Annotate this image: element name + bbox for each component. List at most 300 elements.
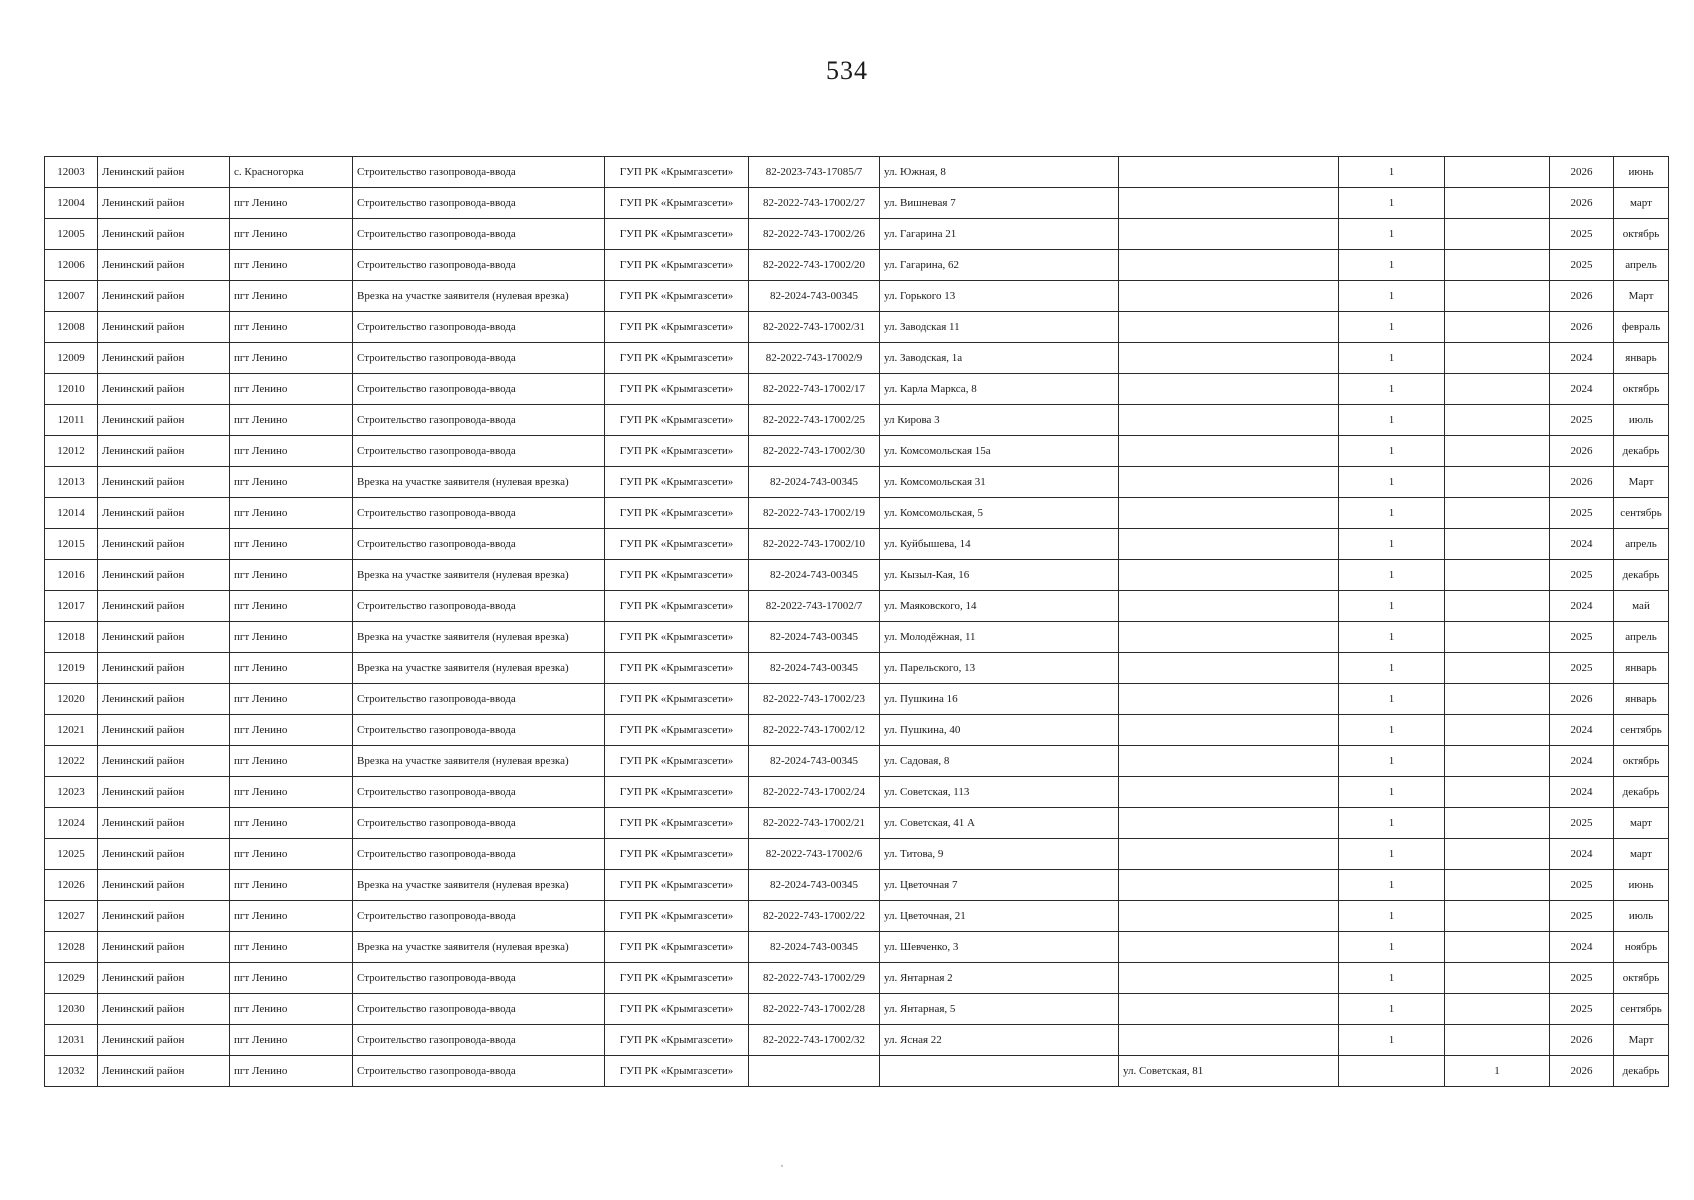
address-alt-cell (1119, 467, 1339, 498)
organization-cell: ГУП РК «Крымгазсети» (605, 467, 749, 498)
quantity-alt-cell (1445, 715, 1550, 746)
locality-cell: пгт Ленино (230, 715, 353, 746)
row-number-cell: 12004 (45, 188, 98, 219)
year-cell: 2026 (1550, 281, 1614, 312)
row-number-cell: 12026 (45, 870, 98, 901)
table-row (45, 436, 1669, 467)
quantity-alt-cell (1445, 529, 1550, 560)
address-cell: ул. Вишневая 7 (880, 188, 1119, 219)
address-alt-cell (1119, 188, 1339, 219)
quantity-alt-cell (1445, 994, 1550, 1025)
quantity-cell (1339, 1056, 1445, 1087)
table-row (45, 498, 1669, 529)
address-cell: ул. Гагарина 21 (880, 219, 1119, 250)
table-row (45, 157, 1669, 188)
quantity-alt-cell (1445, 560, 1550, 591)
quantity-cell: 1 (1339, 188, 1445, 219)
month-cell: апрель (1614, 250, 1669, 281)
work-type-cell: Строительство газопровода-ввода (353, 157, 605, 188)
locality-cell: пгт Ленино (230, 591, 353, 622)
address-alt-cell (1119, 839, 1339, 870)
quantity-cell: 1 (1339, 560, 1445, 591)
district-cell: Ленинский район (98, 746, 230, 777)
address-cell: ул. Садовая, 8 (880, 746, 1119, 777)
work-type-cell: Строительство газопровода-ввода (353, 777, 605, 808)
organization-cell: ГУП РК «Крымгазсети» (605, 591, 749, 622)
contract-number-cell: 82-2022-743-17002/23 (749, 684, 880, 715)
district-cell: Ленинский район (98, 1056, 230, 1087)
district-cell: Ленинский район (98, 901, 230, 932)
table-row (45, 994, 1669, 1025)
year-cell: 2024 (1550, 932, 1614, 963)
table-row (45, 808, 1669, 839)
address-cell: ул. Комсомольская, 5 (880, 498, 1119, 529)
district-cell: Ленинский район (98, 560, 230, 591)
work-type-cell: Строительство газопровода-ввода (353, 963, 605, 994)
quantity-alt-cell (1445, 498, 1550, 529)
year-cell: 2026 (1550, 1056, 1614, 1087)
address-alt-cell (1119, 219, 1339, 250)
quantity-cell: 1 (1339, 684, 1445, 715)
work-type-cell: Строительство газопровода-ввода (353, 1056, 605, 1087)
row-number-cell: 12017 (45, 591, 98, 622)
district-cell: Ленинский район (98, 870, 230, 901)
row-number-cell: 12024 (45, 808, 98, 839)
district-cell: Ленинский район (98, 684, 230, 715)
quantity-alt-cell (1445, 281, 1550, 312)
year-cell: 2024 (1550, 343, 1614, 374)
address-alt-cell (1119, 281, 1339, 312)
table-row (45, 746, 1669, 777)
contract-number-cell: 82-2022-743-17002/32 (749, 1025, 880, 1056)
year-cell: 2026 (1550, 312, 1614, 343)
address-alt-cell (1119, 560, 1339, 591)
quantity-alt-cell (1445, 405, 1550, 436)
quantity-cell: 1 (1339, 591, 1445, 622)
address-alt-cell (1119, 157, 1339, 188)
address-cell: ул. Гагарина, 62 (880, 250, 1119, 281)
row-number-cell: 12023 (45, 777, 98, 808)
quantity-alt-cell (1445, 684, 1550, 715)
address-cell: ул. Южная, 8 (880, 157, 1119, 188)
address-cell (880, 1056, 1119, 1087)
district-cell: Ленинский район (98, 653, 230, 684)
quantity-alt-cell (1445, 436, 1550, 467)
month-cell: декабрь (1614, 1056, 1669, 1087)
locality-cell: пгт Ленино (230, 653, 353, 684)
year-cell: 2024 (1550, 777, 1614, 808)
work-type-cell: Врезка на участке заявителя (нулевая врезка) (353, 560, 605, 591)
organization-cell: ГУП РК «Крымгазсети» (605, 715, 749, 746)
year-cell: 2025 (1550, 994, 1614, 1025)
locality-cell: пгт Ленино (230, 560, 353, 591)
table-row (45, 312, 1669, 343)
contract-number-cell: 82-2024-743-00345 (749, 467, 880, 498)
work-type-cell: Строительство газопровода-ввода (353, 901, 605, 932)
address-alt-cell (1119, 808, 1339, 839)
locality-cell: пгт Ленино (230, 994, 353, 1025)
work-type-cell: Строительство газопровода-ввода (353, 188, 605, 219)
quantity-cell: 1 (1339, 1025, 1445, 1056)
organization-cell: ГУП РК «Крымгазсети» (605, 901, 749, 932)
row-number-cell: 12011 (45, 405, 98, 436)
month-cell: декабрь (1614, 560, 1669, 591)
quantity-cell: 1 (1339, 653, 1445, 684)
work-type-cell: Врезка на участке заявителя (нулевая врезка) (353, 467, 605, 498)
locality-cell: пгт Ленино (230, 188, 353, 219)
locality-cell: пгт Ленино (230, 281, 353, 312)
year-cell: 2026 (1550, 436, 1614, 467)
table-row (45, 653, 1669, 684)
quantity-alt-cell (1445, 622, 1550, 653)
month-cell: ноябрь (1614, 932, 1669, 963)
contract-number-cell: 82-2022-743-17002/27 (749, 188, 880, 219)
district-cell: Ленинский район (98, 343, 230, 374)
locality-cell: пгт Ленино (230, 250, 353, 281)
row-number-cell: 12003 (45, 157, 98, 188)
contract-number-cell: 82-2022-743-17002/22 (749, 901, 880, 932)
district-cell: Ленинский район (98, 374, 230, 405)
locality-cell: пгт Ленино (230, 498, 353, 529)
address-alt-cell (1119, 312, 1339, 343)
locality-cell: пгт Ленино (230, 405, 353, 436)
district-cell: Ленинский район (98, 281, 230, 312)
table-row (45, 405, 1669, 436)
contract-number-cell: 82-2024-743-00345 (749, 653, 880, 684)
locality-cell: с. Красногорка (230, 157, 353, 188)
quantity-cell: 1 (1339, 994, 1445, 1025)
address-cell: ул. Заводская 11 (880, 312, 1119, 343)
row-number-cell: 12009 (45, 343, 98, 374)
month-cell: декабрь (1614, 436, 1669, 467)
address-alt-cell (1119, 870, 1339, 901)
organization-cell: ГУП РК «Крымгазсети» (605, 994, 749, 1025)
table-row (45, 622, 1669, 653)
quantity-alt-cell (1445, 901, 1550, 932)
row-number-cell: 12010 (45, 374, 98, 405)
table-row (45, 374, 1669, 405)
row-number-cell: 12030 (45, 994, 98, 1025)
month-cell: январь (1614, 343, 1669, 374)
row-number-cell: 12032 (45, 1056, 98, 1087)
organization-cell: ГУП РК «Крымгазсети» (605, 436, 749, 467)
quantity-alt-cell (1445, 963, 1550, 994)
address-alt-cell: ул. Советская, 81 (1119, 1056, 1339, 1087)
district-cell: Ленинский район (98, 312, 230, 343)
year-cell: 2024 (1550, 374, 1614, 405)
year-cell: 2025 (1550, 808, 1614, 839)
organization-cell: ГУП РК «Крымгазсети» (605, 529, 749, 560)
row-number-cell: 12029 (45, 963, 98, 994)
address-cell: ул. Маяковского, 14 (880, 591, 1119, 622)
month-cell: сентябрь (1614, 498, 1669, 529)
row-number-cell: 12012 (45, 436, 98, 467)
year-cell: 2026 (1550, 188, 1614, 219)
table-row (45, 963, 1669, 994)
year-cell: 2024 (1550, 746, 1614, 777)
work-type-cell: Строительство газопровода-ввода (353, 839, 605, 870)
year-cell: 2024 (1550, 839, 1614, 870)
address-cell: ул. Ясная 22 (880, 1025, 1119, 1056)
address-cell: ул. Парельского, 13 (880, 653, 1119, 684)
quantity-cell: 1 (1339, 963, 1445, 994)
contract-number-cell: 82-2022-743-17002/30 (749, 436, 880, 467)
organization-cell: ГУП РК «Крымгазсети» (605, 932, 749, 963)
year-cell: 2024 (1550, 591, 1614, 622)
quantity-alt-cell (1445, 1025, 1550, 1056)
table-row (45, 684, 1669, 715)
address-cell: ул. Молодёжная, 11 (880, 622, 1119, 653)
work-type-cell: Строительство газопровода-ввода (353, 374, 605, 405)
work-type-cell: Строительство газопровода-ввода (353, 1025, 605, 1056)
organization-cell: ГУП РК «Крымгазсети» (605, 560, 749, 591)
quantity-alt-cell (1445, 219, 1550, 250)
address-cell: ул. Куйбышева, 14 (880, 529, 1119, 560)
work-type-cell: Строительство газопровода-ввода (353, 250, 605, 281)
row-number-cell: 12028 (45, 932, 98, 963)
organization-cell: ГУП РК «Крымгазсети» (605, 1025, 749, 1056)
contract-number-cell: 82-2022-743-17002/29 (749, 963, 880, 994)
quantity-alt-cell (1445, 467, 1550, 498)
quantity-cell: 1 (1339, 498, 1445, 529)
address-cell: ул. Янтарная 2 (880, 963, 1119, 994)
contract-number-cell: 82-2022-743-17002/31 (749, 312, 880, 343)
district-cell: Ленинский район (98, 994, 230, 1025)
address-alt-cell (1119, 343, 1339, 374)
quantity-alt-cell (1445, 932, 1550, 963)
table-row (45, 343, 1669, 374)
quantity-alt-cell (1445, 870, 1550, 901)
year-cell: 2025 (1550, 250, 1614, 281)
district-cell: Ленинский район (98, 808, 230, 839)
locality-cell: пгт Ленино (230, 529, 353, 560)
address-cell: ул. Пушкина, 40 (880, 715, 1119, 746)
month-cell: июнь (1614, 157, 1669, 188)
quantity-alt-cell (1445, 591, 1550, 622)
quantity-alt-cell: 1 (1445, 1056, 1550, 1087)
month-cell: апрель (1614, 622, 1669, 653)
table-row (45, 529, 1669, 560)
district-cell: Ленинский район (98, 622, 230, 653)
address-cell: ул. Титова, 9 (880, 839, 1119, 870)
quantity-cell: 1 (1339, 529, 1445, 560)
quantity-alt-cell (1445, 839, 1550, 870)
address-cell: ул. Горького 13 (880, 281, 1119, 312)
quantity-cell: 1 (1339, 157, 1445, 188)
month-cell: апрель (1614, 529, 1669, 560)
locality-cell: пгт Ленино (230, 436, 353, 467)
locality-cell: пгт Ленино (230, 870, 353, 901)
row-number-cell: 12020 (45, 684, 98, 715)
quantity-cell: 1 (1339, 436, 1445, 467)
month-cell: октябрь (1614, 219, 1669, 250)
quantity-cell: 1 (1339, 219, 1445, 250)
address-alt-cell (1119, 715, 1339, 746)
month-cell: январь (1614, 684, 1669, 715)
address-alt-cell (1119, 963, 1339, 994)
locality-cell: пгт Ленино (230, 1056, 353, 1087)
month-cell: Март (1614, 467, 1669, 498)
quantity-alt-cell (1445, 746, 1550, 777)
contract-number-cell: 82-2022-743-17002/21 (749, 808, 880, 839)
work-type-cell: Врезка на участке заявителя (нулевая врезка) (353, 746, 605, 777)
quantity-cell: 1 (1339, 746, 1445, 777)
district-cell: Ленинский район (98, 436, 230, 467)
month-cell: январь (1614, 653, 1669, 684)
table-row (45, 467, 1669, 498)
district-cell: Ленинский район (98, 777, 230, 808)
row-number-cell: 12013 (45, 467, 98, 498)
address-cell: ул. Комсомольская 15а (880, 436, 1119, 467)
work-type-cell: Строительство газопровода-ввода (353, 529, 605, 560)
organization-cell: ГУП РК «Крымгазсети» (605, 684, 749, 715)
work-type-cell: Врезка на участке заявителя (нулевая врезка) (353, 870, 605, 901)
locality-cell: пгт Ленино (230, 374, 353, 405)
district-cell: Ленинский район (98, 498, 230, 529)
quantity-alt-cell (1445, 653, 1550, 684)
contract-number-cell: 82-2022-743-17002/7 (749, 591, 880, 622)
district-cell: Ленинский район (98, 188, 230, 219)
month-cell: октябрь (1614, 746, 1669, 777)
locality-cell: пгт Ленино (230, 1025, 353, 1056)
row-number-cell: 12016 (45, 560, 98, 591)
locality-cell: пгт Ленино (230, 622, 353, 653)
organization-cell: ГУП РК «Крымгазсети» (605, 498, 749, 529)
address-alt-cell (1119, 498, 1339, 529)
organization-cell: ГУП РК «Крымгазсети» (605, 870, 749, 901)
row-number-cell: 12018 (45, 622, 98, 653)
locality-cell: пгт Ленино (230, 777, 353, 808)
month-cell: сентябрь (1614, 994, 1669, 1025)
district-cell: Ленинский район (98, 963, 230, 994)
work-type-cell: Строительство газопровода-ввода (353, 498, 605, 529)
work-type-cell: Строительство газопровода-ввода (353, 715, 605, 746)
month-cell: июнь (1614, 870, 1669, 901)
locality-cell: пгт Ленино (230, 963, 353, 994)
table-row (45, 591, 1669, 622)
contract-number-cell: 82-2024-743-00345 (749, 870, 880, 901)
district-cell: Ленинский район (98, 715, 230, 746)
year-cell: 2025 (1550, 653, 1614, 684)
address-cell: ул Кирова 3 (880, 405, 1119, 436)
row-number-cell: 12014 (45, 498, 98, 529)
quantity-cell: 1 (1339, 467, 1445, 498)
contract-number-cell: 82-2022-743-17002/9 (749, 343, 880, 374)
address-cell: ул. Кызыл-Кая, 16 (880, 560, 1119, 591)
row-number-cell: 12005 (45, 219, 98, 250)
address-alt-cell (1119, 653, 1339, 684)
organization-cell: ГУП РК «Крымгазсети» (605, 746, 749, 777)
district-cell: Ленинский район (98, 219, 230, 250)
table-row (45, 715, 1669, 746)
contract-number-cell: 82-2024-743-00345 (749, 560, 880, 591)
address-cell: ул. Заводская, 1а (880, 343, 1119, 374)
contract-number-cell: 82-2022-743-17002/6 (749, 839, 880, 870)
contract-number-cell: 82-2024-743-00345 (749, 281, 880, 312)
month-cell: октябрь (1614, 963, 1669, 994)
address-alt-cell (1119, 622, 1339, 653)
table-body (45, 157, 1669, 1087)
year-cell: 2026 (1550, 684, 1614, 715)
table-row (45, 932, 1669, 963)
row-number-cell: 12021 (45, 715, 98, 746)
address-alt-cell (1119, 405, 1339, 436)
year-cell: 2026 (1550, 1025, 1614, 1056)
work-type-cell: Врезка на участке заявителя (нулевая врезка) (353, 653, 605, 684)
organization-cell: ГУП РК «Крымгазсети» (605, 312, 749, 343)
locality-cell: пгт Ленино (230, 901, 353, 932)
contract-number-cell: 82-2024-743-00345 (749, 746, 880, 777)
row-number-cell: 12022 (45, 746, 98, 777)
contract-number-cell: 82-2022-743-17002/26 (749, 219, 880, 250)
quantity-cell: 1 (1339, 808, 1445, 839)
district-cell: Ленинский район (98, 1025, 230, 1056)
organization-cell: ГУП РК «Крымгазсети» (605, 963, 749, 994)
month-cell: май (1614, 591, 1669, 622)
quantity-cell: 1 (1339, 281, 1445, 312)
work-type-cell: Строительство газопровода-ввода (353, 219, 605, 250)
work-type-cell: Врезка на участке заявителя (нулевая врезка) (353, 932, 605, 963)
contract-number-cell: 82-2024-743-00345 (749, 932, 880, 963)
district-cell: Ленинский район (98, 405, 230, 436)
year-cell: 2025 (1550, 405, 1614, 436)
organization-cell: ГУП РК «Крымгазсети» (605, 374, 749, 405)
quantity-alt-cell (1445, 312, 1550, 343)
address-cell: ул. Пушкина 16 (880, 684, 1119, 715)
stray-mark: , (781, 1159, 783, 1168)
organization-cell: ГУП РК «Крымгазсети» (605, 188, 749, 219)
quantity-cell: 1 (1339, 901, 1445, 932)
table-row (45, 1056, 1669, 1087)
organization-cell: ГУП РК «Крымгазсети» (605, 405, 749, 436)
month-cell: декабрь (1614, 777, 1669, 808)
month-cell: сентябрь (1614, 715, 1669, 746)
quantity-cell: 1 (1339, 777, 1445, 808)
address-alt-cell (1119, 746, 1339, 777)
address-cell: ул. Цветочная 7 (880, 870, 1119, 901)
table-row (45, 1025, 1669, 1056)
organization-cell: ГУП РК «Крымгазсети» (605, 653, 749, 684)
year-cell: 2025 (1550, 219, 1614, 250)
work-type-cell: Строительство газопровода-ввода (353, 591, 605, 622)
contract-number-cell: 82-2022-743-17002/28 (749, 994, 880, 1025)
year-cell: 2026 (1550, 467, 1614, 498)
quantity-cell: 1 (1339, 932, 1445, 963)
month-cell: март (1614, 188, 1669, 219)
contract-number-cell: 82-2022-743-17002/17 (749, 374, 880, 405)
address-alt-cell (1119, 436, 1339, 467)
month-cell: октябрь (1614, 374, 1669, 405)
quantity-alt-cell (1445, 157, 1550, 188)
address-cell: ул. Советская, 41 А (880, 808, 1119, 839)
locality-cell: пгт Ленино (230, 932, 353, 963)
work-type-cell: Строительство газопровода-ввода (353, 405, 605, 436)
contract-number-cell: 82-2022-743-17002/24 (749, 777, 880, 808)
row-number-cell: 12015 (45, 529, 98, 560)
contract-number-cell: 82-2023-743-17085/7 (749, 157, 880, 188)
address-alt-cell (1119, 932, 1339, 963)
quantity-alt-cell (1445, 250, 1550, 281)
month-cell: Март (1614, 281, 1669, 312)
table-row (45, 281, 1669, 312)
organization-cell: ГУП РК «Крымгазсети» (605, 839, 749, 870)
organization-cell: ГУП РК «Крымгазсети» (605, 281, 749, 312)
quantity-alt-cell (1445, 343, 1550, 374)
row-number-cell: 12006 (45, 250, 98, 281)
row-number-cell: 12007 (45, 281, 98, 312)
quantity-cell: 1 (1339, 343, 1445, 374)
page-number: 534 (826, 56, 868, 85)
